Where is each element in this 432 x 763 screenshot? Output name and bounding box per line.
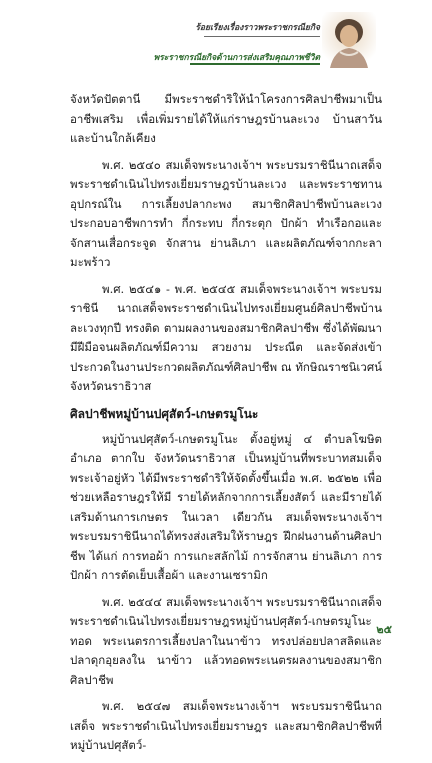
page-number: ๒๕: [376, 623, 392, 636]
paragraph: พ.ศ. ๒๕๔๗ สมเด็จพระนางเจ้าฯ พระบรมราชินีนาถ เสด็จ พระราชดำเนินไปทรงเยี่ยมราษฎร และสมาชิกศิลปาชีพที่หมู่บ้านปศุสัตว์-: [70, 699, 382, 752]
section-heading: ศิลปาชีพหมู่บ้านปศุสัตว์-เกษตรมูโนะ: [70, 406, 259, 421]
paragraph: จังหวัดปัตตานี มีพระราชดำริให้นำโครงการศิลปาชีพมาเป็นอาชีพเสริม เพื่อเพิ่มรายได้ให้แก่ราษฎรบ้านละเวง บ้านสาวัน และบ้านใกล้เคียง: [70, 92, 382, 145]
paragraph: พ.ศ. ๒๕๔๐ สมเด็จพระนางเจ้าฯ พระบรมราชินีนาถเสด็จ พระราชดำเนินไปทรงเยี่ยมราษฎรบ้านละเวง และพระราชทานอุปกรณ์ใน การเลี้ยงปลากะพง สมาชิกศิลปาชีพบ้านละเวงประกอบอาชีพการทำ กี่กระทบ กี่กระตุก ปักผ้า ทำเรือกอและ จักสานเสื่อกระจูด จักสาน ย่านลิเภา และผลิตภัณฑ์จากกะลามะพร้าว: [70, 157, 382, 269]
queen-portrait-image: [322, 12, 376, 68]
page-body: [70, 90, 382, 763]
header-subtitle: พระราชกรณียกิจด้านการส่งเสริมคุณภาพชีวิต: [153, 53, 320, 63]
paragraph: หมู่บ้านปศุสัตว์-เกษตรมูโนะ ตั้งอยู่หมู่ ๔ ตำบลโฆษิต อำเภอ ตากใบ จังหวัดนราธิวาส เป็นหมู่บ้านที่พระบาทสมเด็จพระเจ้าอยู่หัว ได้มีพระราชดำริให้จัดตั้งขึ้นเมื่อ พ.ศ. ๒๕๒๒ เพื่อช่วยเหลือราษฎรให้มี รายได้หลักจากการเลี้ยงสัตว์ และมีรายได้เสริมด้านการเกษตร ในเวลา เดียวกัน สมเด็จพระนางเจ้าฯ พระบรมราชินีนาถได้ทรงส่งเสริมให้ราษฎร ฝึกฝนงานด้านศิลปาชีพ ได้แก่ การทอผ้า การแกะสลักไม้ การจักสาน ย่านลิเภา การปักผ้า การตัดเย็บเสื้อผ้า และงานเซรามิก: [70, 431, 382, 582]
header-title: ร้อยเรียงเรื่องราวพระราชกรณียกิจ: [195, 23, 320, 33]
paragraph: พ.ศ. ๒๕๔๑ - พ.ศ. ๒๕๔๕ สมเด็จพระนางเจ้าฯ พระบรมราชินี นาถเสด็จพระราชดำเนินไปทรงเยี่ยมศูนย์ศิลปาชีพบ้านละเวงทุกปี ทรงติด ตามผลงานของสมาชิกศิลปาชีพ ซึ่งได้พัฒนามีฝีมือจนผลิตภัณฑ์มีความ สวยงาม ประณีต และจัดส่งเข้าประกวดในงานประกวดผลิตภัณฑ์ศิลปาชีพ ณ ทักษิณราชนิเวศน์ จังหวัดนราธิวาส: [70, 281, 382, 393]
header-divider-top: [204, 36, 320, 37]
page-header: [0, 0, 432, 88]
paragraph: พ.ศ. ๒๕๔๔ สมเด็จพระนางเจ้าฯ พระบรมราชินีนาถเสด็จ พระราชดำเนินไปทรงเยี่ยมราษฎรหมู่บ้านปศุสัตว์-เกษตรมูโนะ ทอด พระเนตรการเลี้ยงปลาในนาข้าว ทรงปล่อยปลาสลิดและปลาดุกอุยลงใน นาข้าว แล้วทอดพระเนตรผลงานของสมาชิกศิลปาชีพ: [70, 594, 382, 687]
header-divider: [190, 63, 320, 65]
